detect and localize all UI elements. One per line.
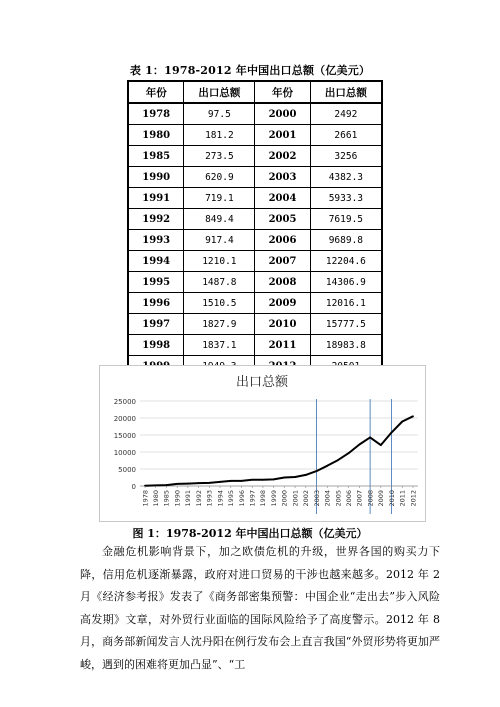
export-value-cell: 181.2 [184, 125, 255, 146]
data-point [208, 482, 210, 484]
x-tick-label: 1994 [216, 490, 225, 507]
data-point [401, 421, 403, 423]
year-cell: 2009 [255, 293, 310, 314]
table-row [128, 272, 382, 293]
year-cell: 2004 [255, 188, 310, 209]
data-point [391, 431, 393, 433]
export-value-cell: 849.4 [184, 209, 255, 230]
table-row [128, 209, 382, 230]
x-tick-label: 1999 [269, 490, 278, 507]
year-cell: 1994 [128, 251, 184, 272]
x-tick-label: 2005 [334, 490, 343, 507]
export-value-cell: 1210.1 [184, 251, 255, 272]
table-row [128, 314, 382, 335]
year-cell: 1998 [128, 335, 184, 356]
export-value-cell: 7619.5 [310, 209, 382, 230]
year-cell: 1980 [128, 125, 184, 146]
data-point [348, 452, 350, 454]
year-cell: 2002 [255, 146, 310, 167]
export-value-cell: 273.5 [184, 146, 255, 167]
export-value-cell: 15777.5 [310, 314, 382, 335]
body-text: 金融危机影响背景下，加之欧债危机的升级，世界各国的购买力下降，信用危机逐渐暴露，政府对进口贸易的干涉也越来越多。2012 年 2 月《经济参考报》发表了《商务部密集预警：中国企业“走出去”步入风险高发期》文章，对外贸行业面临的国际风险给予了高度警示。2012 年 8 月，商务部新闻发言人沈丹阳在例行发布会上直言我国“外贸形势将更加严峻，遇到的困难将更加凸显”、“工 [80, 545, 440, 671]
export-value-cell: 4382.3 [310, 167, 382, 188]
y-tick-label: 10000 [113, 449, 136, 457]
data-point [337, 459, 339, 461]
x-tick-label: 1993 [205, 490, 214, 507]
header-export-total: 出口总额 [310, 81, 382, 103]
export-value-cell: 1837.1 [184, 335, 255, 356]
table-row [128, 167, 382, 188]
x-tick-label: 2012 [409, 490, 418, 507]
x-tick-label: 2002 [302, 490, 311, 507]
export-value-cell: 719.1 [184, 188, 255, 209]
x-tick-label: 2007 [355, 490, 364, 507]
x-tick-label: 2010 [387, 490, 396, 507]
data-point [262, 479, 264, 481]
export-value-cell: 620.9 [184, 167, 255, 188]
data-point [166, 484, 168, 486]
year-cell: 2010 [255, 314, 310, 335]
year-cell: 2001 [255, 125, 310, 146]
x-tick-label: 1998 [259, 490, 268, 507]
year-cell: 1991 [128, 188, 184, 209]
data-point [273, 478, 275, 480]
export-value-cell: 18983.8 [310, 335, 382, 356]
data-point [187, 483, 189, 485]
export-series-line [145, 416, 413, 485]
export-value-cell: 1827.9 [184, 314, 255, 335]
y-tick-label: 25000 [113, 398, 136, 406]
year-cell: 1997 [128, 314, 184, 335]
year-cell: 2000 [255, 103, 310, 125]
export-value-cell: 3256 [310, 146, 382, 167]
data-point [316, 470, 318, 472]
export-line-chart [100, 366, 425, 521]
table-row [128, 188, 382, 209]
data-point [219, 481, 221, 483]
figure-caption: 图 1：1978-2012 年中国出口总额（亿美元） [132, 527, 368, 540]
x-tick-label: 1992 [194, 490, 203, 507]
header-year: 年份 [128, 81, 184, 103]
data-point [251, 479, 253, 481]
export-value-cell: 12016.1 [310, 293, 382, 314]
export-value-cell: 97.5 [184, 103, 255, 125]
x-tick-label: 2001 [291, 490, 300, 507]
data-point [369, 436, 371, 438]
year-cell: 1995 [128, 272, 184, 293]
export-value-cell: 2661 [310, 125, 382, 146]
export-value-cell: 12204.6 [310, 251, 382, 272]
table-row [128, 335, 382, 356]
data-point [412, 415, 414, 417]
x-tick-label: 1990 [173, 490, 182, 507]
data-point [359, 444, 361, 446]
year-cell: 1978 [128, 103, 184, 125]
year-cell: 2007 [255, 251, 310, 272]
data-point [230, 480, 232, 482]
data-point [305, 474, 307, 476]
year-cell: 2005 [255, 209, 310, 230]
x-tick-label: 1996 [237, 490, 246, 507]
data-point [326, 465, 328, 467]
year-cell: 1985 [128, 146, 184, 167]
data-point [241, 480, 243, 482]
x-tick-label: 1991 [184, 490, 193, 507]
table-row [128, 146, 382, 167]
x-tick-label: 1978 [141, 490, 150, 507]
export-value-cell: 1510.5 [184, 293, 255, 314]
data-point [380, 444, 382, 446]
y-tick-label: 5000 [118, 466, 136, 474]
x-tick-label: 1995 [227, 490, 236, 507]
table-row [128, 230, 382, 251]
year-cell: 2011 [255, 335, 310, 356]
y-tick-label: 20000 [113, 415, 136, 423]
data-point [283, 477, 285, 479]
x-tick-label: 2008 [366, 490, 375, 507]
year-cell: 2003 [255, 167, 310, 188]
table-row [128, 251, 382, 272]
y-tick-label: 15000 [113, 432, 136, 440]
data-point [294, 476, 296, 478]
x-tick-label: 2000 [280, 490, 289, 507]
chart-title: 出口总额 [235, 375, 289, 390]
export-value-cell: 917.4 [184, 230, 255, 251]
export-value-cell: 2492 [310, 103, 382, 125]
y-tick-label: 0 [131, 483, 136, 491]
export-value-cell: 1487.8 [184, 272, 255, 293]
table-header-row [128, 81, 382, 103]
year-cell: 1990 [128, 167, 184, 188]
year-cell: 1992 [128, 209, 184, 230]
year-cell: 2006 [255, 230, 310, 251]
x-tick-label: 1980 [152, 490, 161, 507]
year-cell: 1996 [128, 293, 184, 314]
export-chart [99, 365, 426, 522]
x-tick-label: 2011 [398, 490, 407, 507]
data-point [176, 483, 178, 485]
body-paragraph [80, 541, 440, 676]
table-row [128, 103, 382, 125]
x-tick-label: 2006 [344, 490, 353, 507]
table-body [128, 103, 382, 377]
x-tick-label: 1997 [248, 490, 257, 507]
year-cell: 1993 [128, 230, 184, 251]
export-table [127, 80, 383, 378]
x-tick-label: 2004 [323, 490, 332, 507]
x-tick-label: 2003 [312, 490, 321, 507]
header-export-total: 出口总额 [184, 81, 255, 103]
year-cell: 2008 [255, 272, 310, 293]
x-tick-label: 2009 [377, 490, 386, 507]
table-row [128, 293, 382, 314]
table-row [128, 125, 382, 146]
export-value-cell: 14306.9 [310, 272, 382, 293]
export-value-cell: 5933.3 [310, 188, 382, 209]
table-title: 表 1：1978-2012 年中国出口总额（亿美元） [129, 64, 371, 77]
header-year: 年份 [255, 81, 310, 103]
export-value-cell: 9689.8 [310, 230, 382, 251]
x-tick-label: 1985 [162, 490, 171, 507]
data-point [198, 482, 200, 484]
